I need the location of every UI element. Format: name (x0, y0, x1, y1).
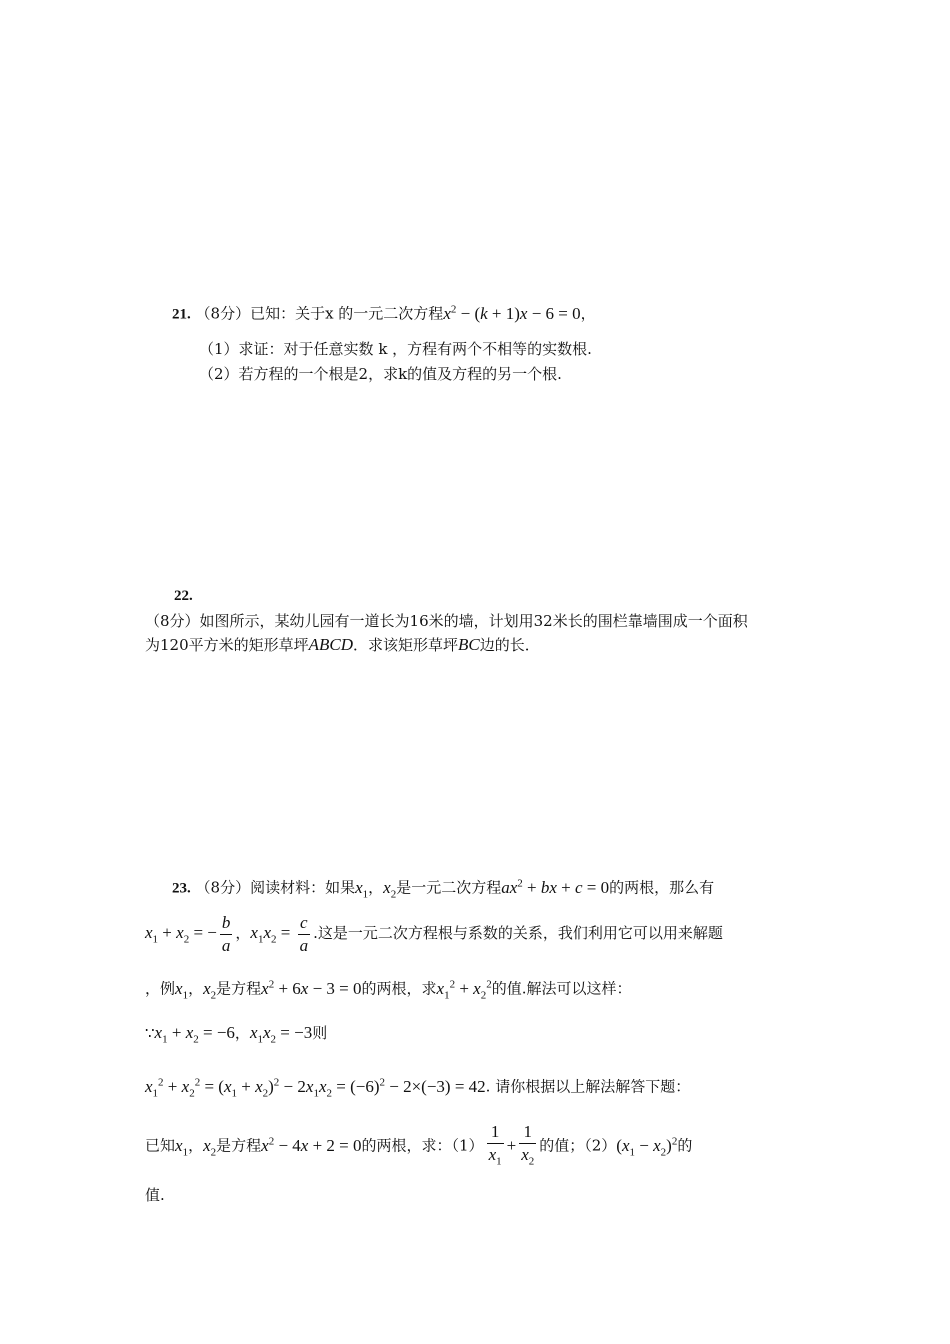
q23-intro-a: （8分）阅读材料：如果 (195, 878, 356, 897)
q23-intro (172, 873, 714, 904)
q23-task-x1: $x_1$ (175, 1135, 189, 1159)
q21-part2: （2）若方程的一个根是2，求k的值及方程的另一个根. (199, 365, 562, 383)
q21-stem (172, 299, 596, 325)
q23-task-a: 已知 (145, 1136, 176, 1155)
q23-example-b: 是方程 (216, 979, 262, 998)
q23-example-equation: $x^2 + 6x - 3 = 0$ (261, 978, 362, 998)
q23-relation-text: .这是一元二次方程根与系数的关系，我们利用它可以用来解题 (313, 924, 723, 942)
q23-comma3: ， (188, 979, 204, 998)
q23-example-a: ，例 (145, 979, 176, 998)
q21-stem-suffix: ， (580, 304, 596, 323)
q22-number: 22. (174, 588, 193, 604)
q23-comma5: ， (188, 1136, 204, 1155)
q23-calculation (145, 1072, 690, 1103)
q23-x1: $x_1$ (355, 877, 369, 901)
q23-ex-x2: $x_2$ (203, 978, 217, 1002)
q23-intro-c: 的两根，那么有 (609, 878, 715, 897)
q23-given (145, 1023, 327, 1049)
q23-because: ∵ (145, 1024, 155, 1042)
q23-task-end: 值. (145, 1186, 165, 1204)
q23-then: 则 (312, 1024, 328, 1042)
q22-abcd: ABCD (308, 635, 354, 654)
q22-line2 (145, 635, 540, 655)
q21-stem-prefix: （8分）已知：关于x 的一元二次方程 (195, 304, 444, 323)
q22-line2-c: ．求该矩形草坪 (353, 636, 459, 654)
q23-task-x2: $x_2$ (203, 1135, 217, 1159)
q23-comma4: ， (234, 1024, 250, 1042)
q21-number: 21. (172, 306, 191, 323)
q22-line2-a: 为120平方米的矩形草坪 (145, 636, 309, 654)
q23-example-c: 的两根，求 (361, 979, 437, 998)
q23-task-c: 的两根，求：（1） (361, 1136, 484, 1155)
q23-example-d: 的值.解法可以这样： (491, 979, 632, 998)
q23-sum-of-squares: $x_1^2 + x_2^2$ (436, 978, 492, 1002)
q23-given-product: $x_1x_2 = -3$ (249, 1023, 313, 1046)
q23-reciprocal-sum: $\frac{1}{x_1}$ + $\frac{1}{x_2}$ (488, 1122, 535, 1168)
q21-part1: （1）求证：对于任意实数 k ，方程有两个不相等的实数根. (199, 340, 592, 358)
q23-task (145, 1116, 692, 1177)
q22-line2-e: 边的长． (479, 636, 540, 654)
q23-calc-suffix: . 请你根据以上解法解答下题： (485, 1077, 691, 1096)
q21-equation: $x^2 - (k + 1)x - 6 = 0$ (443, 303, 581, 323)
q23-diff-squared: $(x_1 - x_2)^2$ (616, 1135, 678, 1159)
q23-x2: $x_2$ (383, 877, 397, 901)
q23-product-relation: $x_1x_2$ = $\frac{c}{a}$ (250, 912, 309, 955)
q23-example (145, 974, 632, 1005)
q23-task-d: 的值；（2） (539, 1136, 617, 1155)
q23-calc-expression: $x_1^2 + x_2^2 = (x_1 + x_2)^2 - 2x_1x_2 = (-6)^2 - 2\times(-3) = 42$ (145, 1076, 486, 1100)
q22-line1: （8分）如图所示，某幼儿园有一道长为16米的墙，计划用32米长的围栏靠墙围成一个面积 (145, 612, 748, 630)
q23-ex-x1: $x_1$ (175, 978, 189, 1002)
q23-comma2: ， (235, 924, 251, 942)
q23-task-b: 是方程 (216, 1136, 262, 1155)
q23-given-sum: $x_1 + x_2 = -6$ (154, 1023, 235, 1046)
q23-intro-b: 是一元二次方程 (396, 878, 502, 897)
q22-bc: BC (458, 635, 480, 654)
q23-relations (145, 910, 723, 962)
q23-task-e: 的 (677, 1136, 693, 1155)
q23-number: 23. (172, 880, 191, 897)
q23-general-equation: $ax^2$ + bx + c = 0 (501, 877, 610, 897)
q23-task-equation: $x^2 - 4x + 2 = 0$ (261, 1135, 362, 1155)
q23-sum-relation: $x_1 + x_2$ = − $\frac{b}{a}$ (145, 912, 231, 955)
q23-comma: ， (368, 878, 384, 897)
